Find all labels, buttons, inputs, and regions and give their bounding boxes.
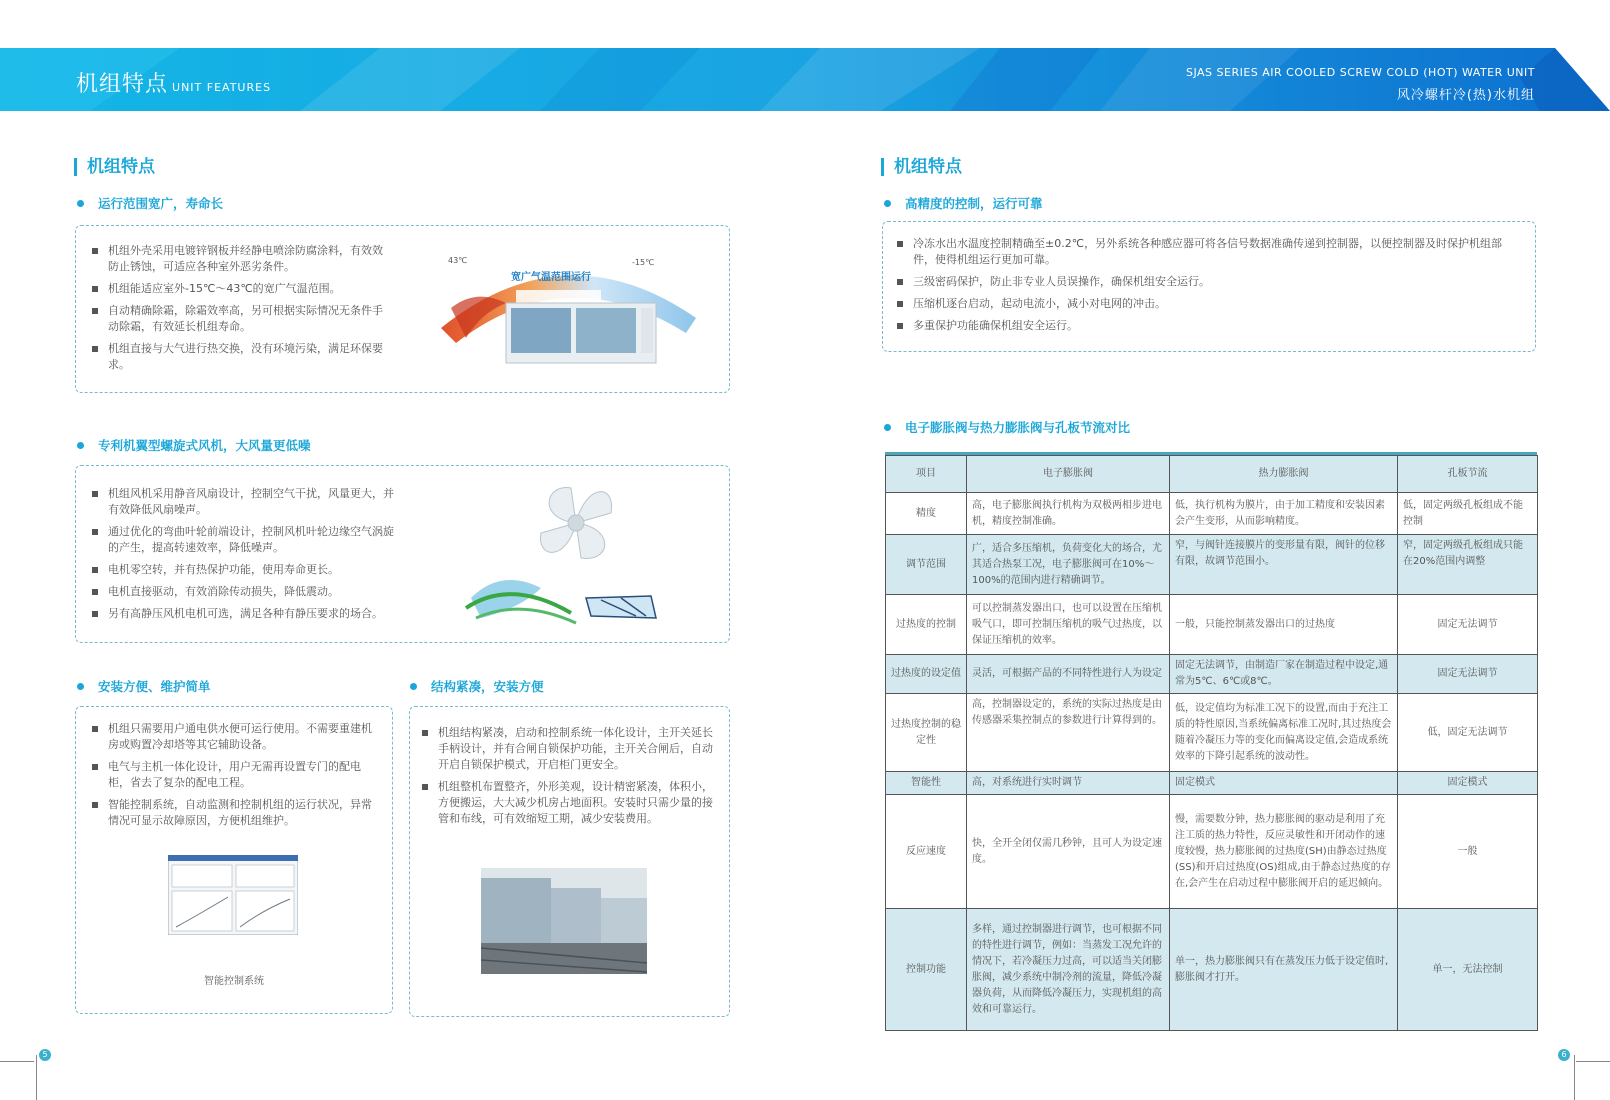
- control-system-caption: 智能控制系统: [204, 976, 264, 987]
- page-number-left: 5: [39, 1049, 51, 1061]
- list-item: 机组外壳采用电镀锌钢板并经静电喷涂防腐涂料，有效效防止锈蚀，可适应各种室外恶劣条件。: [92, 243, 392, 275]
- table-cell: 高，对系统进行实时调节: [967, 772, 1170, 795]
- feature-5-list: [897, 236, 1522, 340]
- table-cell: 一般，只能控制蒸发器出口的过热度: [1170, 595, 1398, 655]
- bullet-dot: [410, 683, 417, 690]
- list-item: 机组能适应室外-15℃～43℃的宽广气温范围。: [92, 281, 392, 297]
- comparison-table: [885, 455, 1538, 1031]
- table-cell: 多样，通过控制器进行调节，也可根据不同的特性进行调节，例如：当蒸发工况允许的情况下，若冷凝压力过高，可以适当关闭膨胀阀，减少系统中制冷剂的流量，降低冷凝器负荷，从而降低冷凝压力，实现机组的高效和可靠运行。: [967, 909, 1170, 1031]
- row-label: 反应速度: [886, 795, 967, 909]
- list-item: 机组整机布置整齐，外形美观，设计精密紧凑，体积小，方便搬运，大大减少机房占地面积。安装时只需少量的接管和布线，可有效缩短工期，减少安装费用。: [422, 779, 720, 827]
- bullet-dot: [77, 683, 84, 690]
- left-section-title: 机组特点: [74, 158, 155, 176]
- list-item: 机组风机采用静音风扇设计，控制空气干扰，风量更大，并有效降低风扇噪声。: [92, 486, 402, 518]
- table-cell: 广，适合多压缩机，负荷变化大的场合，尤其适合热泵工况，电子膨胀阀可在10%～100%的范围内进行精确调节。: [967, 535, 1170, 595]
- page-rule-horizontal: [1576, 1061, 1610, 1062]
- table-cell: 一般: [1398, 795, 1538, 909]
- table-cell: 高，控制器设定的，系统的实际过热度是由传感器采集控制点的参数进行计算得到的。: [967, 694, 1170, 772]
- table-cell: 低，设定值均为标准工况下的设置,而由于充注工质的特性原因,当系统偏离标准工况时,其过热度会随着冷凝压力等的变化而偏离设定值,会造成系统效率的下降引起系统的波动性。: [1170, 694, 1398, 772]
- table-row: [886, 772, 1538, 795]
- table-cell: 低，固定两级孔板组成不能控制: [1398, 493, 1538, 535]
- list-item: 冷冻水出水温度控制精确至±0.2℃，另外系统各种感应器可将各信号数据准确传递到控制器，以便控制器及时保护机组部件，使得机组运行更加可靠。: [897, 236, 1522, 268]
- list-item: 电机直接驱动，有效消除传动损失，降低震动。: [92, 584, 402, 600]
- range-caption: 宽广气温范围运行: [511, 272, 591, 283]
- row-label: 过热度的设定值: [886, 655, 967, 694]
- feature-4-title: 结构紧凑，安装方便: [431, 679, 544, 694]
- bullet-dot: [884, 200, 891, 207]
- row-label: 调节范围: [886, 535, 967, 595]
- banner-title: [76, 67, 271, 98]
- feature-3-title: 安装方便、维护简单: [98, 679, 211, 694]
- feature-2-title: 专利机翼型螺旋式风机，大风量更低噪: [98, 438, 311, 453]
- feature-2-box: [75, 465, 730, 643]
- table-row: [886, 655, 1538, 694]
- feature-2-list: [92, 486, 402, 628]
- control-software-screenshot: [168, 855, 298, 935]
- table-cell: 低，执行机构为膜片，由于加工精度和安装因素会产生变形，从而影响精度。: [1170, 493, 1398, 535]
- table-cell: 灵活，可根据产品的不同特性进行人为设定: [967, 655, 1170, 694]
- hot-temp-label: 43℃: [448, 256, 468, 265]
- comparison-table-wrapper: [885, 452, 1537, 1031]
- cold-temp-label: -15℃: [632, 258, 655, 267]
- feature-5-heading: [884, 194, 1043, 212]
- feature-1-heading: [77, 194, 223, 212]
- list-item: 电气与主机一体化设计，用户无需再设置专门的配电柜，省去了复杂的配电工程。: [92, 759, 374, 791]
- banner-title-cn: 机组特点: [76, 72, 169, 97]
- table-row: [886, 595, 1538, 655]
- feature-2-heading: [77, 436, 311, 454]
- row-label: 过热度控制的稳定性: [886, 694, 967, 772]
- table-heading: [884, 418, 1130, 436]
- banner-title-en: UNIT FEATURES: [172, 81, 272, 94]
- table-row: [886, 493, 1538, 535]
- table-cell: 低，固定无法调节: [1398, 694, 1538, 772]
- table-cell: 固定无法调节: [1398, 655, 1538, 694]
- table-cell: 固定模式: [1170, 772, 1398, 795]
- table-cell: 单一，无法控制: [1398, 909, 1538, 1031]
- column-header: 项目: [886, 456, 967, 493]
- bullet-dot: [77, 442, 84, 449]
- page-rule-vertical: [36, 1055, 37, 1100]
- table-row: [886, 535, 1538, 595]
- table-row: [886, 694, 1538, 772]
- bullet-dot: [77, 200, 84, 207]
- fan-illustration: [461, 478, 681, 628]
- banner-series: [1186, 66, 1535, 103]
- feature-1-list: [92, 243, 392, 379]
- feature-5-title: 高精度的控制，运行可靠: [905, 196, 1043, 211]
- page-number-right: 6: [1558, 1049, 1570, 1061]
- table-cell: 可以控制蒸发器出口，也可以设置在压缩机吸气口，即可控制压缩机的吸气过热度，以保证压缩机的效率。: [967, 595, 1170, 655]
- row-label: 智能性: [886, 772, 967, 795]
- bullet-dot: [884, 424, 891, 431]
- table-cell: 窄，固定两级孔板组成只能在20%范围内调整: [1398, 535, 1538, 595]
- table-cell: 快，全开全闭仅需几秒钟，且可人为设定速度。: [967, 795, 1170, 909]
- page-rule-horizontal: [0, 1061, 34, 1062]
- feature-1-box: [75, 225, 730, 393]
- table-cell: 固定模式: [1398, 772, 1538, 795]
- list-item: 智能控制系统，自动监测和控制机组的运行状况，异常情况可显示故障原因，方便机组维护。: [92, 797, 374, 829]
- table-cell: 窄，与阀针连接膜片的变形量有限，阀针的位移有限，故调节范围小。: [1170, 535, 1398, 595]
- feature-4-box: [409, 706, 730, 1017]
- table-cell: 慢，需要数分钟，热力膨胀阀的驱动是利用了充注工质的热力特性，反应灵敏性和开闭动作的速度较慢，热力膨胀阀的过热度(SH)由静态过热度(SS)和开启过热度(OS)组成,由于静态过热度的存在,会产生在启动过程中膨胀阀开启的延迟倾向。: [1170, 795, 1398, 909]
- feature-4-list: [422, 725, 720, 833]
- row-label: 控制功能: [886, 909, 967, 1031]
- list-item: 另有高静压风机电机可选，满足各种有静压要求的场合。: [92, 606, 402, 622]
- table-cell: 单一，热力膨胀阀只有在蒸发压力低于设定值时,膨胀阀才打开。: [1170, 909, 1398, 1031]
- table-cell: 固定无法调节，由制造厂家在制造过程中设定,通常为5℃、6℃或8℃。: [1170, 655, 1398, 694]
- list-item: 机组结构紧凑，启动和控制系统一体化设计，主开关延长手柄设计，并有合闸自锁保护功能，主开关合闸后，自动开启自锁保护模式，开启柜门更安全。: [422, 725, 720, 773]
- table-row: [886, 795, 1538, 909]
- feature-1-title: 运行范围宽广，寿命长: [98, 196, 224, 211]
- feature-4-heading: [410, 677, 544, 695]
- series-title-en: SJAS SERIES AIR COOLED SCREW COLD (HOT) WATER UNIT: [1185, 66, 1535, 79]
- installation-photo: [481, 868, 647, 974]
- series-title-cn: 风冷螺杆冷(热)水机组: [1396, 88, 1535, 103]
- list-item: 电机零空转，并有热保护功能，使用寿命更长。: [92, 562, 402, 578]
- feature-3-heading: [77, 677, 211, 695]
- list-item: 自动精确除霜，除霜效率高，另可根据实际情况无条件手动除霜，有效延长机组寿命。: [92, 303, 392, 335]
- row-label: 精度: [886, 493, 967, 535]
- table-row: [886, 909, 1538, 1031]
- feature-3-box: [75, 706, 393, 1014]
- list-item: 压缩机逐台启动，起动电流小，减小对电网的冲击。: [897, 296, 1522, 312]
- right-section-title: 机组特点: [881, 158, 962, 176]
- list-item: 三级密码保护，防止非专业人员误操作，确保机组安全运行。: [897, 274, 1522, 290]
- column-header: 热力膨胀阀: [1170, 456, 1398, 493]
- table-title: 电子膨胀阀与热力膨胀阀与孔板节流对比: [905, 420, 1131, 435]
- list-item: 多重保护功能确保机组安全运行。: [897, 318, 1522, 334]
- column-header: 电子膨胀阀: [967, 456, 1170, 493]
- feature-5-box: [882, 221, 1536, 352]
- column-header: 孔板节流: [1398, 456, 1538, 493]
- list-item: 通过优化的弯曲叶轮前端设计，控制风机叶轮边缘空气涡旋的产生，提高转速效率，降低噪声。: [92, 524, 402, 556]
- list-item: 机组直接与大气进行热交换，没有环境污染，满足环保要求。: [92, 341, 392, 373]
- table-header-row: [886, 456, 1538, 493]
- row-label: 过热度的控制: [886, 595, 967, 655]
- list-item: 机组只需要用户通电供水便可运行使用。不需要重建机房或购置冷却塔等其它辅助设备。: [92, 721, 374, 753]
- page-rule-vertical: [1574, 1055, 1575, 1100]
- feature-3-list: [92, 721, 374, 835]
- table-cell: 高，电子膨胀阀执行机构为双极两相步进电机，精度控制准确。: [967, 493, 1170, 535]
- table-cell: 固定无法调节: [1398, 595, 1538, 655]
